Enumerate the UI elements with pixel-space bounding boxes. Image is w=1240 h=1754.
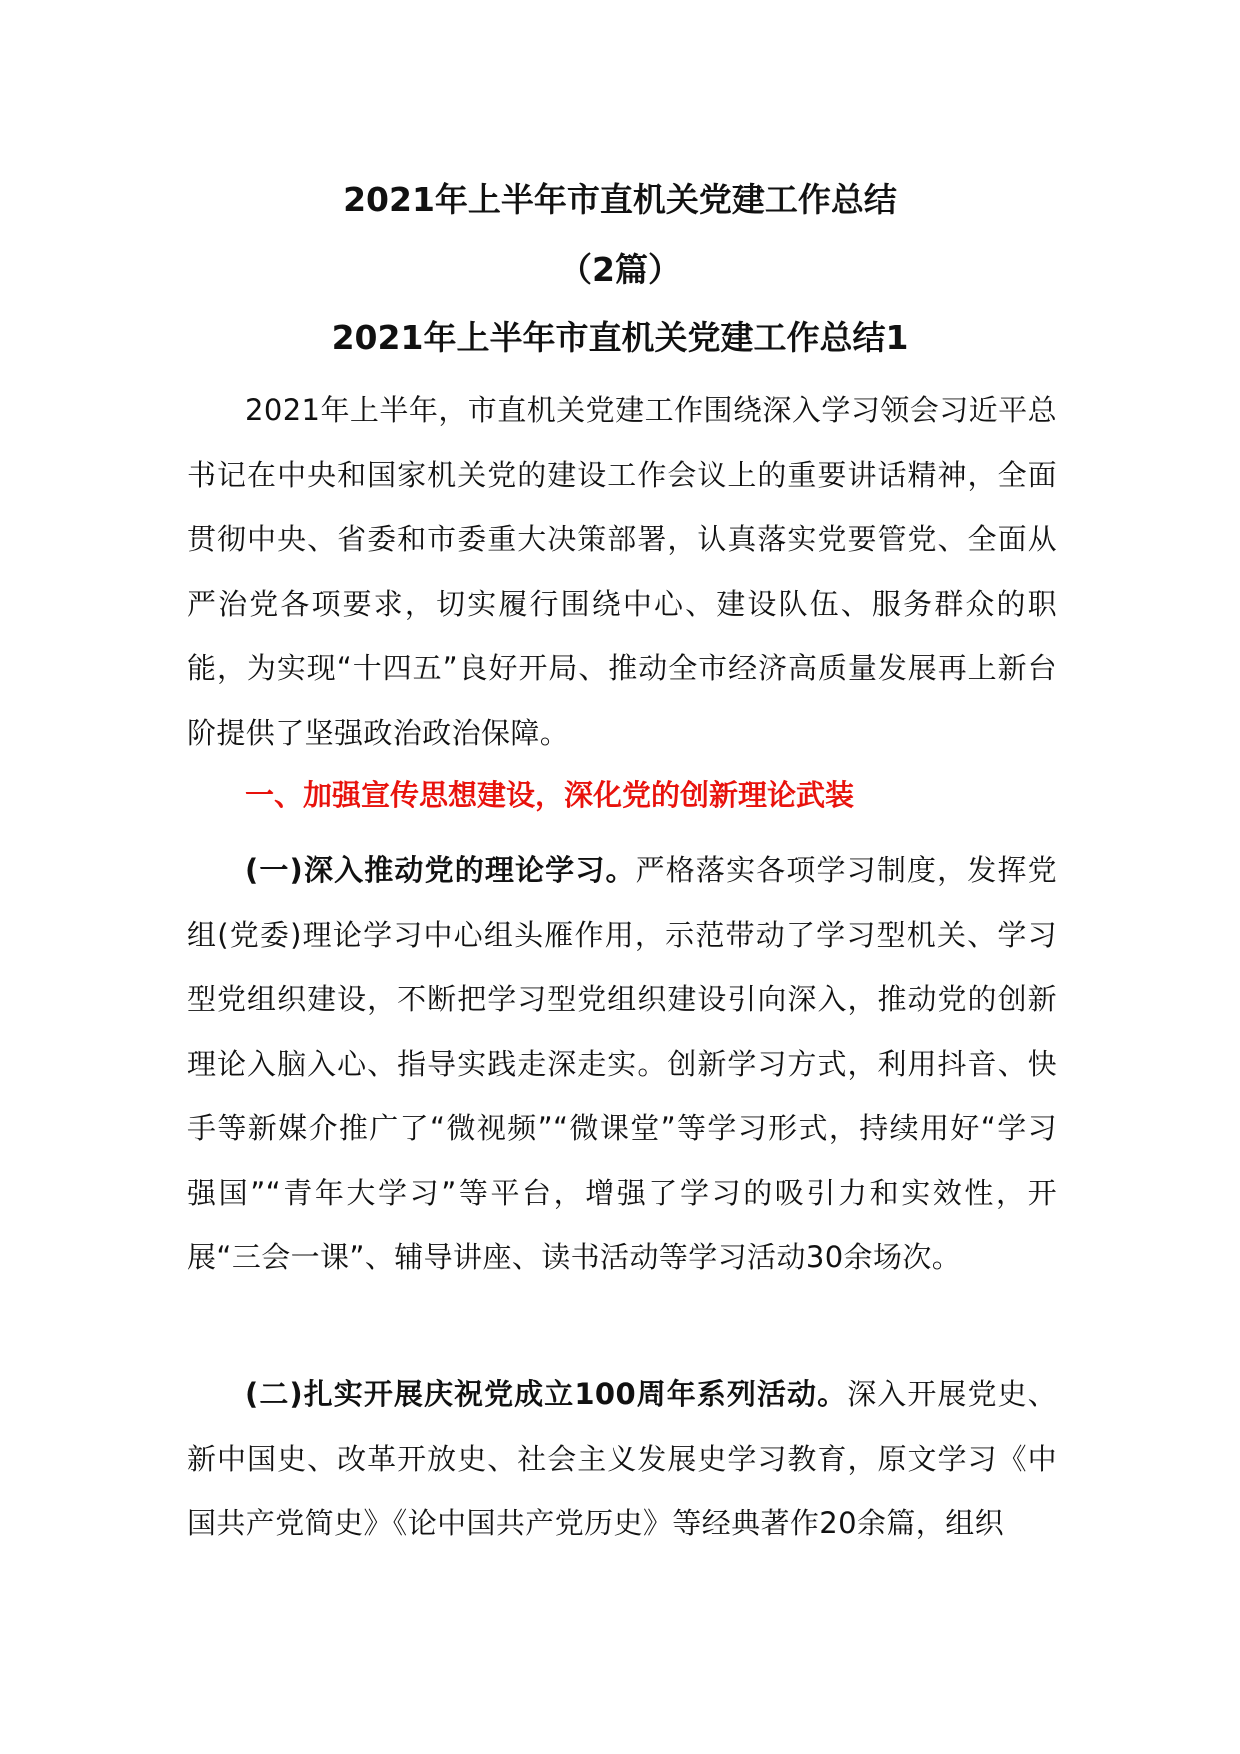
document-subtitle: 2021年上半年市直机关党建工作总结1	[331, 318, 909, 357]
section-heading: 一、加强宣传思想建设，深化党的创新理论武装	[245, 778, 855, 812]
item-lead-1: (一)深入推动党的理论学习。	[245, 853, 636, 887]
item-paragraph-1	[187, 838, 1057, 1290]
item-body-1: 严格落实各项学习制度，发挥党组(党委)理论学习中心组头雁作用，示范带动了学习型机关、学习型党组织建设，不断把学习型党组织建设引向深入，推动党的创新理论入脑入心、指导实践走深走实。创新学习方式，利用抖音、快手等新媒介推广了“微视频”“微课堂”等学习形式，持续用好“学习强国”“青年大学习”等平台，增强了学习的吸引力和实效性，开展“三会一课”、辅导讲座、读书活动等学习活动30余场次。	[187, 853, 1057, 1274]
intro-paragraph: 2021年上半年，市直机关党建工作围绕深入学习领会习近平总书记在中央和国家机关党的建设工作会议上的重要讲话精神，全面贯彻中央、省委和市委重大决策部署，认真落实党要管党、全面从严治党各项要求，切实履行围绕中心、建设队伍、服务群众的职能，为实现“十四五”良好开局、推动全市经济高质量发展再上新台阶提供了坚强政治政治保障。	[187, 393, 1057, 750]
item-lead-2: (二)扎实开展庆祝党成立100周年系列活动。	[245, 1377, 848, 1411]
item-paragraph-2	[187, 1362, 1057, 1556]
document-title: 2021年上半年市直机关党建工作总结	[343, 180, 897, 219]
item-body-2: 深入开展党史、新中国史、改革开放史、社会主义发展史学习教育，原文学习《中国共产党简史》《论中国共产党历史》等经典著作20余篇，组织	[187, 1377, 1057, 1540]
document-title-count: （2篇）	[559, 250, 681, 289]
